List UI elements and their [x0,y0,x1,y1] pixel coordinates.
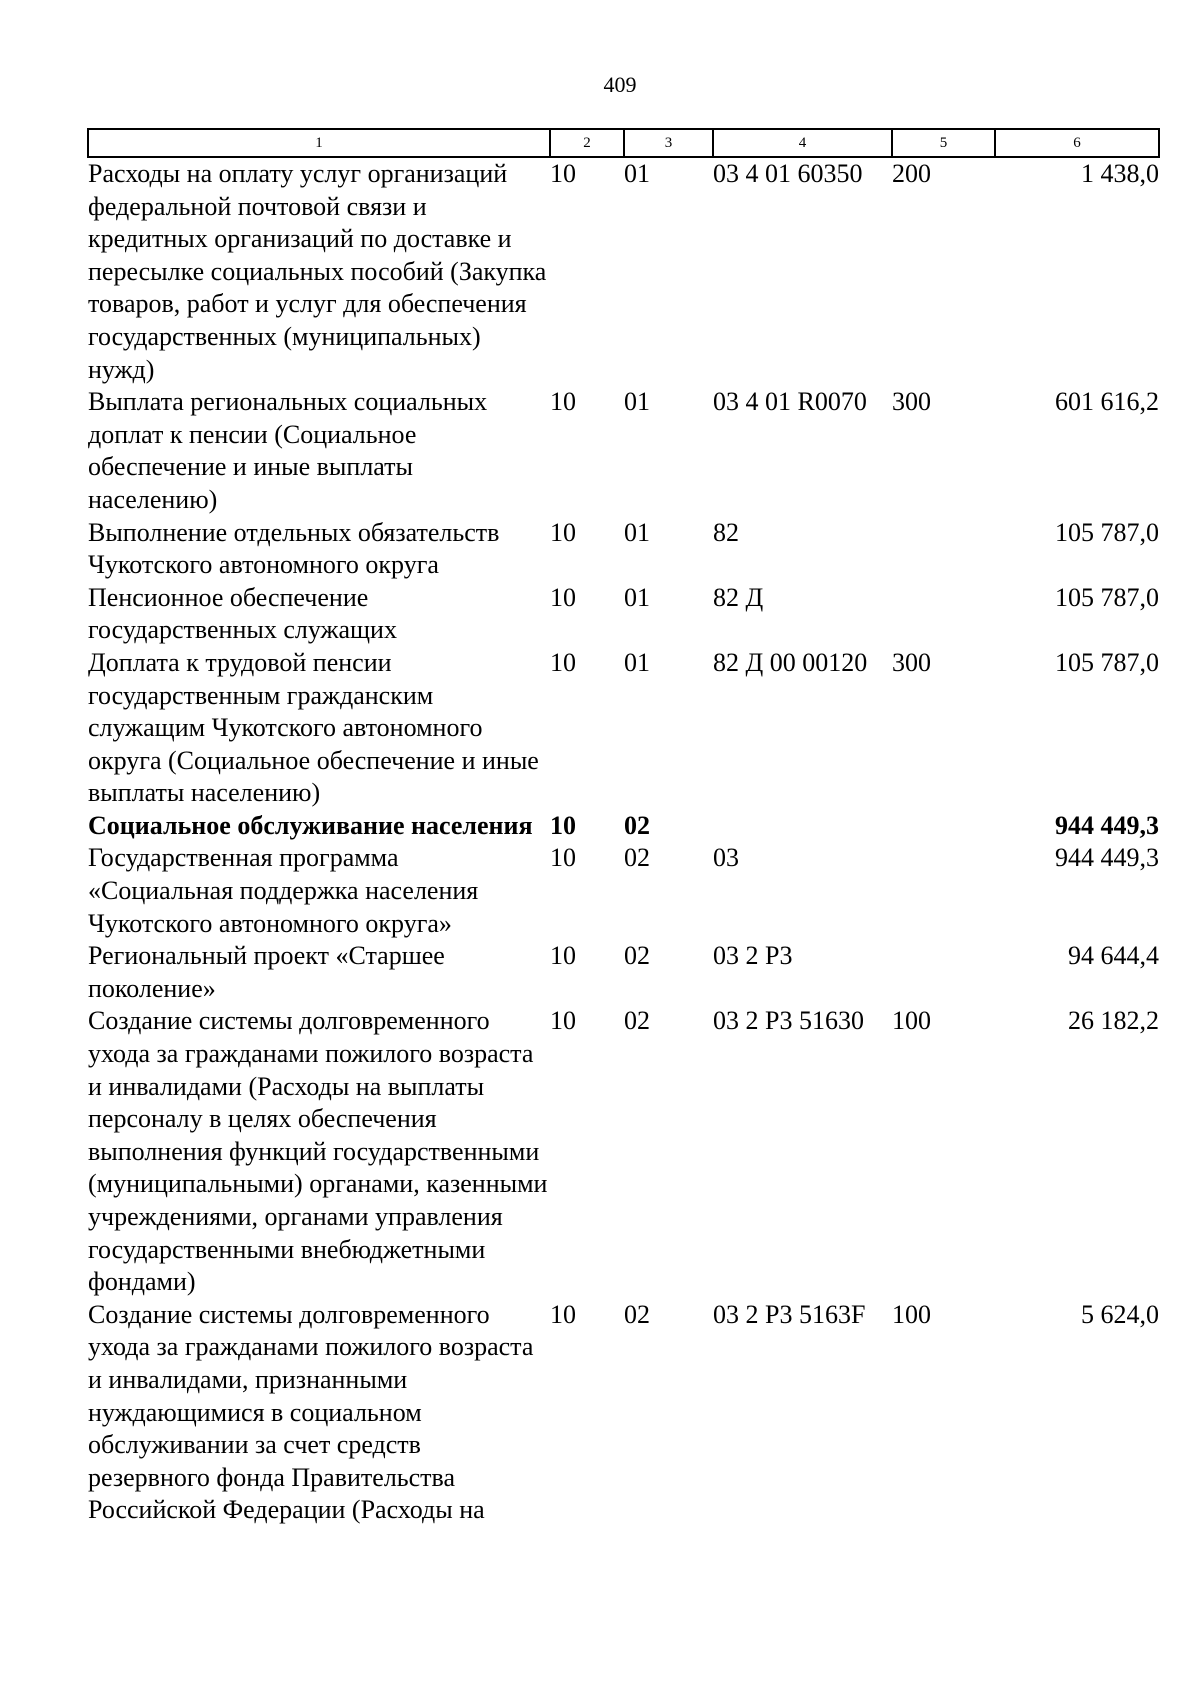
subsection-code: 02 [624,1299,650,1329]
expense-kind-code [892,842,995,940]
expense-kind-code [892,940,995,1005]
expense-kind-code: 300 [892,387,931,417]
expense-kind-code [892,810,995,843]
section-code: 10 [550,517,576,547]
table-body [88,157,1159,1527]
target-article-code: 03 4 01 60350 [713,159,863,188]
column-header-4: 4 [713,129,892,157]
section-code: 10 [550,647,576,677]
expense-name: Социальное обслуживание населения [88,810,533,840]
expense-name: Региональный проект «Старшее поколение» [88,941,445,1003]
table-row [88,386,1159,516]
table-row [88,940,1159,1005]
expense-name: Создание системы долговременного ухода за гражданами пожилого возраста и инвалидами (Расходы на выплаты персоналу в целях обеспечения выполнения функций государственными (муниципальными) органами, казенными учреждениями, органами управления государственными внебюджетными фондами) [88,1006,548,1297]
target-article-code: 82 Д [713,582,764,612]
expense-kind-code [892,517,995,582]
column-header-1: 1 [88,129,550,157]
table-row [88,810,1159,843]
target-article-code: 03 4 01 R0070 [713,387,867,417]
subsection-code: 01 [624,159,650,188]
expense-name: Доплата к трудовой пенсии государственным гражданским служащим Чукотского автономного округа (Социальное обеспечение и иные выплаты населению) [88,647,539,808]
subsection-code: 01 [624,647,650,677]
target-article-code [713,810,892,843]
table-row [88,842,1159,940]
section-code: 10 [550,159,576,188]
column-header-2: 2 [550,129,624,157]
expense-name: Выполнение отдельных обязательств Чукотского автономного округа [88,517,500,580]
amount: 944 449,3 [1055,810,1159,840]
expense-name: Пенсионное обеспечение государственных служащих [88,582,397,645]
amount: 105 787,0 [1055,582,1159,612]
amount: 94 644,4 [1068,941,1159,971]
table-row [88,1299,1159,1527]
section-code: 10 [550,1299,576,1329]
expense-kind-code [892,582,995,647]
target-article-code: 03 [713,843,739,873]
target-article-code: 03 2 P3 51630 [713,1006,864,1036]
column-header-6: 6 [995,129,1159,157]
section-code: 10 [550,941,576,971]
section-code: 10 [550,387,576,417]
expense-kind-code: 100 [892,1006,931,1036]
budget-table [87,128,1160,1527]
table-row [88,582,1159,647]
subsection-code: 02 [624,843,650,873]
target-article-code: 03 2 P3 5163F [713,1299,866,1329]
expense-name: Выплата региональных социальных доплат к пенсии (Социальное обеспечение и иные выплаты населению) [88,387,488,514]
target-article-code: 82 [713,517,739,547]
header-row [88,129,1159,157]
amount: 944 449,3 [1055,843,1159,873]
expense-kind-code: 200 [892,159,931,188]
table-row [88,1005,1159,1298]
table-row [88,517,1159,582]
subsection-code: 01 [624,387,650,417]
amount: 601 616,2 [1055,387,1159,417]
target-article-code: 03 2 P3 [713,941,793,971]
subsection-code: 02 [624,941,650,971]
table-row [88,157,1159,386]
target-article-code: 82 Д 00 00120 [713,647,868,677]
amount: 105 787,0 [1055,517,1159,547]
expense-name: Государственная программа «Социальная поддержка населения Чукотского автономного округа» [88,843,479,938]
expense-kind-code: 300 [892,647,931,677]
table-row [88,647,1159,810]
subsection-code: 02 [624,810,650,840]
amount: 26 182,2 [1068,1006,1159,1036]
section-code: 10 [550,582,576,612]
table-header [88,129,1159,157]
section-code: 10 [550,1006,576,1036]
page-number: 409 [603,72,637,97]
section-code: 10 [550,843,576,873]
amount: 5 624,0 [1081,1299,1159,1329]
subsection-code: 01 [624,582,650,612]
column-header-3: 3 [624,129,713,157]
column-header-5: 5 [892,129,995,157]
amount: 105 787,0 [1055,647,1159,677]
expense-kind-code: 100 [892,1299,931,1329]
section-code: 10 [550,810,576,840]
subsection-code: 01 [624,517,650,547]
subsection-code: 02 [624,1006,650,1036]
expense-name: Создание системы долговременного ухода за гражданами пожилого возраста и инвалидами, признанными нуждающимися в социальном обслуживании за счет средств резервного фонда Правительства Российской Федерации (Расходы на [88,1299,534,1525]
expense-name: Расходы на оплату услуг организаций федеральной почтовой связи и кредитных организаций по доставке и пересылке социальных пособий (Закупка товаров, работ и услуг для обеспечения государственных (муниципальных) нужд) [88,159,547,384]
amount: 1 438,0 [1081,159,1159,188]
